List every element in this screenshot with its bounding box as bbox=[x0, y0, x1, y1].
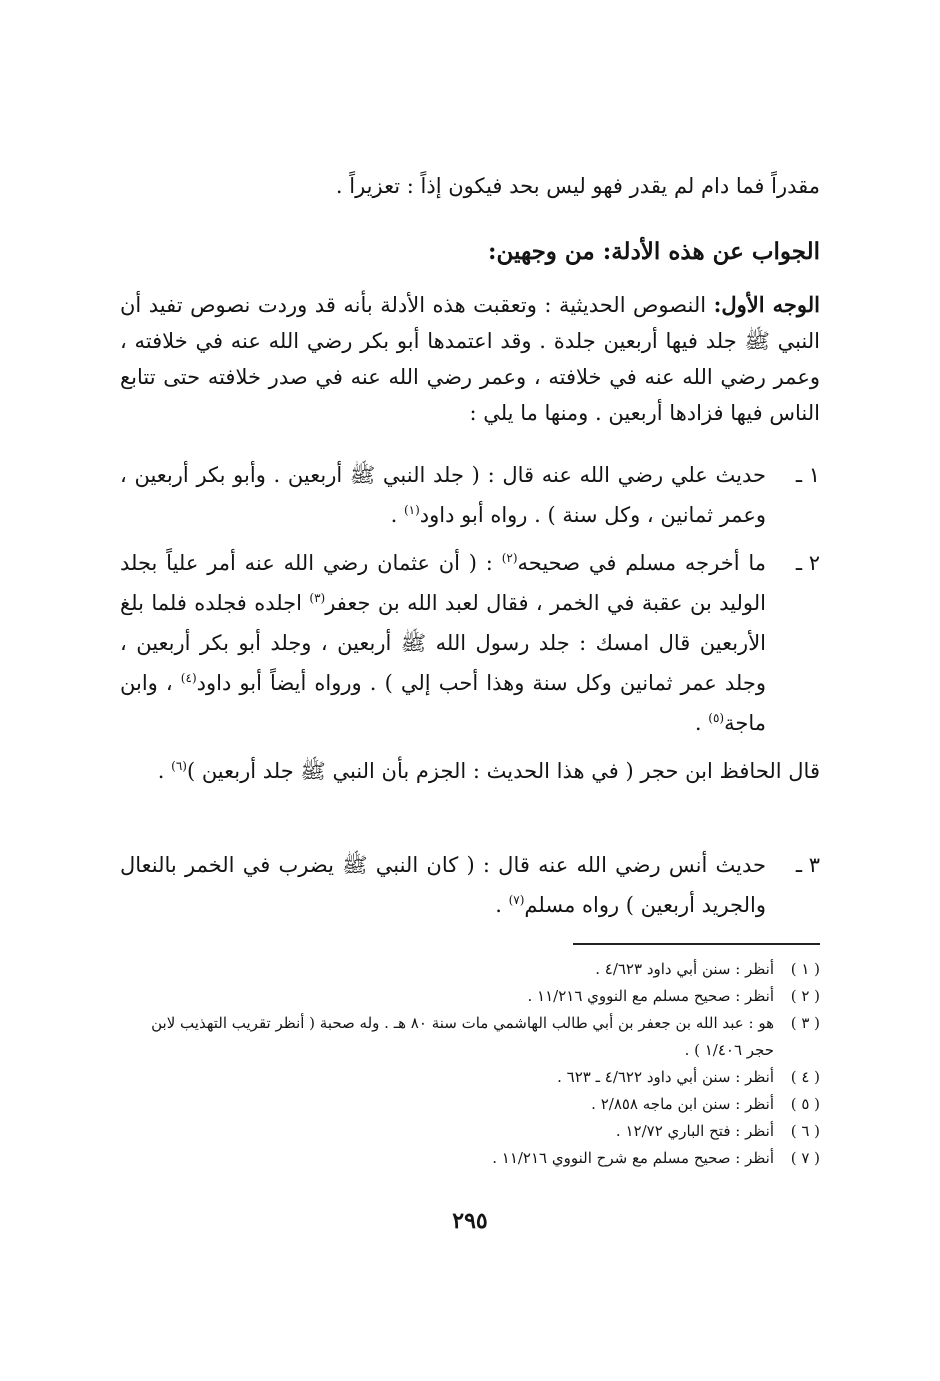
section-heading: الجواب عن هذه الأدلة: من وجهين: bbox=[488, 238, 820, 265]
item-body-a: ما أخرجه مسلم في صحيحه bbox=[517, 551, 767, 575]
hadith-item-3 bbox=[120, 845, 820, 925]
footnote bbox=[120, 956, 820, 983]
hadith-item-1 bbox=[120, 455, 820, 535]
footnote bbox=[120, 983, 820, 1010]
footnote bbox=[120, 1118, 820, 1145]
item-text bbox=[120, 455, 766, 535]
item-end: . bbox=[495, 893, 509, 917]
footnote-ref: (١) bbox=[403, 503, 420, 517]
footnote-number: ( ٧ ) bbox=[790, 1149, 820, 1167]
item-text bbox=[120, 845, 766, 925]
footnote-text: أنظر : سنن أبي داود ٤/٦٢٢ ـ ٦٢٣ . bbox=[557, 1068, 774, 1086]
quote-text: قال الحافظ ابن حجر ( في هذا الحديث : الجزم بأن النبي ﷺ جلد أربعين ) bbox=[186, 759, 820, 783]
footnotes bbox=[120, 956, 820, 1172]
footnote-text: أنظر : سنن ابن ماجه ٢/٨٥٨ . bbox=[591, 1095, 774, 1113]
item-body-b: : ( أن عثمان رضي الله عنه أمر علياً بجلد الوليد بن عقبة في الخمر ، فقال لعبد الله بن جعفر bbox=[120, 551, 767, 615]
footnote-ref: (٤) bbox=[180, 671, 197, 685]
footnote-number: ( ٣ ) bbox=[790, 1014, 820, 1032]
item-end: . bbox=[694, 711, 709, 735]
footnote-number: ( ٦ ) bbox=[790, 1122, 820, 1140]
footnote-ref: (٣) bbox=[309, 591, 326, 605]
item-body: حديث علي رضي الله عنه قال : ( جلد النبي ﷺ أربعين . وأبو بكر أربعين ، وعمر ثمانين ، وكل سنة ) . رواه أبو داود bbox=[120, 463, 766, 527]
footnote-number: ( ١ ) bbox=[790, 960, 820, 978]
footnote-text: أنظر : سنن أبي داود ٤/٦٢٣ . bbox=[595, 960, 774, 978]
footnote-separator bbox=[573, 943, 820, 945]
footnote-ref: (٦) bbox=[171, 759, 187, 773]
footnote-number: ( ٥ ) bbox=[790, 1095, 820, 1113]
footnote-text: أنظر : صحيح مسلم مع النووي ١١/٢١٦ . bbox=[527, 987, 774, 1005]
footnote-text: أنظر : صحيح مسلم مع شرح النووي ١١/٢١٦ . bbox=[492, 1149, 774, 1167]
hadith-item-2 bbox=[120, 543, 820, 743]
ibn-hajar-quote bbox=[120, 752, 820, 790]
footnote bbox=[120, 1064, 820, 1091]
item-number: ٢ ـ bbox=[795, 551, 820, 575]
item-number: ١ ـ bbox=[795, 463, 820, 487]
first-aspect-text: النصوص الحديثية : وتعقبت هذه الأدلة بأنه قد وردت نصوص تفيد أن النبي ﷺ جلد فيها أربعين جلدة . وقد اعتمدها أبو بكر رضي الله عنه في خلافته ، وعمر رضي الله عنه في خلافته ، وعمر رضي الله عنه في صدر خلافته حتى تتابع الناس فيها فزادها أربعين . ومنها ما يلي : bbox=[120, 293, 820, 425]
quote-end: . bbox=[157, 759, 172, 783]
footnote-number: ( ٢ ) bbox=[790, 987, 820, 1005]
item-body-c: اجلده فجلده فلما بلغ الأربعين قال امسك : جلد رسول الله ﷺ أربعين ، وجلد أبو بكر أربعين ، وجلد عمر ثمانين وكل سنة وهذا أحب إلي ) . ورواه أيضاً أبو داود bbox=[120, 591, 766, 695]
footnote-text: أنظر : فتح الباري ١٢/٧٢ . bbox=[615, 1122, 774, 1140]
footnote bbox=[120, 1010, 820, 1064]
footnote-ref: (٥) bbox=[708, 711, 725, 725]
footnote bbox=[120, 1091, 820, 1118]
item-number: ٣ ـ bbox=[795, 853, 820, 877]
footnote bbox=[120, 1145, 820, 1172]
page-number: ٢٩٥ bbox=[452, 1208, 488, 1234]
footnote-text: هو : عبد الله بن جعفر بن أبي طالب الهاشمي مات سنة ٨٠ هـ . وله صحبة ( أنظر تقريب التهذيب لابن حجر ١/٤٠٦ ) . bbox=[151, 1014, 774, 1059]
item-text bbox=[120, 543, 766, 743]
item-end: . bbox=[390, 503, 404, 527]
footnote-number: ( ٤ ) bbox=[790, 1068, 820, 1086]
footnote-ref: (٧) bbox=[508, 893, 525, 907]
first-aspect-paragraph bbox=[120, 287, 820, 431]
continued-paragraph: مقدراً فما دام لم يقدر فهو ليس بحد فيكون إذاً : تعزيراً . bbox=[335, 174, 820, 198]
footnote-ref: (٢) bbox=[501, 551, 518, 565]
item-body-d: ، وابن ماجة bbox=[120, 671, 766, 735]
item-body: حديث أنس رضي الله عنه قال : ( كان النبي ﷺ يضرب في الخمر بالنعال والجريد أربعين ) رواه مسلم bbox=[120, 853, 766, 917]
first-aspect-label: الوجه الأول: bbox=[713, 292, 820, 317]
